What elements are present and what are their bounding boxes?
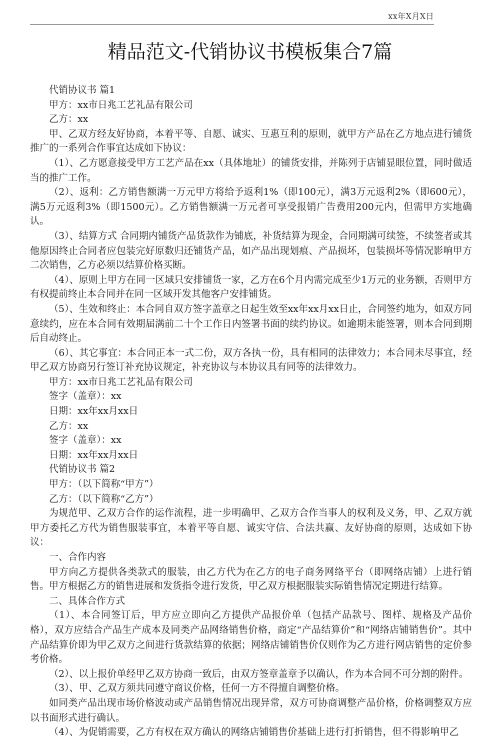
- document-paragraph: 甲方：xx市日兆工艺礼品有限公司: [49, 99, 193, 111]
- document-body: [30, 84, 472, 741]
- document-paragraph: （4）、为促销需要，乙方有权在双方确认的网络店铺销售价基础上进行打折销售，但不得影响甲乙: [49, 727, 459, 739]
- header-date: xx年X月X日: [388, 12, 434, 21]
- document-paragraph: 日期：xx年xx月xx日: [49, 406, 139, 418]
- document-paragraph: （2）、以上报价单经甲乙双方协商一致后，由双方签章盖章予以确认，作为本合同不可分割的附件。: [49, 668, 469, 680]
- document-title: 精品范文-代销协议书模板集合7篇: [107, 41, 393, 63]
- document-paragraph: 为规范甲、乙双方合作的运作流程，进一步明确甲、乙双方合作当事人的权利及义务，甲、乙双方就甲方委托乙方代为销售服装事宜，本着平等自愿、诚实守信、合法共赢、友好协商的原则，达成如下协议：: [30, 508, 472, 549]
- document-paragraph: 一、合作内容: [49, 552, 107, 563]
- document-paragraph: 二、具体合作方式: [49, 595, 126, 607]
- document-paragraph: 代销协议书 篇1: [49, 85, 116, 96]
- document-paragraph: （6）、其它事宜：本合同正本一式二份，双方各执一份，具有相同的法律效力；本合同未尽事宜，经甲乙双方协商另行签订补充协议规定，补充协议与本协议具有同等的法律效力。: [30, 347, 472, 374]
- document-paragraph: 代销协议书 篇2: [49, 464, 116, 476]
- header-divider: [30, 24, 434, 25]
- document-paragraph: （1）、乙方愿意接受甲方工艺产品在xx（具体地址）的铺货安排，并陈列于店铺显眼位置，同时做适当的推广工作。: [30, 157, 472, 184]
- document-paragraph: 甲、乙双方经友好协商，本着平等、自愿、诚实、互惠互利的原则，就甲方产品在乙方地点进行铺货推广的一系列合作事宜达成如下协议：: [30, 128, 472, 155]
- document-paragraph: （3）、甲、乙双方须共同遵守商议价格，任何一方不得擅自调整价格。: [49, 683, 345, 695]
- document-paragraph: （4）、原则上甲方在同一区域只安排铺货一家，乙方在6个月内需完成至少1万元的业务额，否则甲方有权提前终止本合同并在同一区域开发其他客户安排铺货。: [30, 274, 472, 301]
- document-paragraph: 乙方：xx: [49, 114, 89, 126]
- document-paragraph: 乙方：（以下简称“乙方”）: [49, 493, 159, 505]
- document-paragraph: （1）、本合同签订后，甲方应立即向乙方提供产品报价单（包括产品款号、图样、规格及产品价格），双方应结合产品生产成本及同类产品网络销售价格，商定“产品结算价”和“网络店铺销售价”。其中产品结算价即为甲乙双方之间进行货款结算的依据；网络店铺销售价仅则作为乙方进行网店销售的定价参考价格。: [30, 610, 472, 666]
- document-paragraph: 如同类产品出现市场价格波动或产品销售情况出现异常，双方可协商调整产品价格，价格调整双方应以书面形式进行确认。: [30, 697, 472, 724]
- document-paragraph: 甲方：（以下简称“甲方”）: [49, 479, 159, 491]
- document-paragraph: 签字（盖章）：xx: [49, 391, 122, 403]
- document-paragraph: 甲方：xx市日兆工艺礼品有限公司: [49, 376, 193, 388]
- document-paragraph: 签字（盖章）：xx: [49, 435, 122, 447]
- document-paragraph: 日期：xx年xx月xx日: [49, 449, 139, 461]
- document-paragraph: 乙方：xx: [49, 420, 89, 432]
- document-paragraph: 甲方向乙方提供各类款式的服装，由乙方代为在乙方的电子商务网络平台（即网络店铺）上进行销售。甲方根据乙方的销售进展和发货指令进行发货，甲乙双方根据服装实际销售情况定期进行结算。: [30, 566, 472, 593]
- document-paragraph: （2）、返利：乙方销售额满一万元甲方将给予返利1%（即100元），满3万元返利2%（即600元），满5万元返利3%（即1500元）。乙方销售额满一万元者可享受报销广告费用200元内，但需甲方实地确认。: [30, 187, 472, 228]
- document-paragraph: （3）、结算方式 合同期内铺货产品货款作为铺底，补货结算为现金，合同期满可续签，不续签者或其他原因终止合同者应包装完好原数归还铺货产品，如产品出现划痕、产品损坏，包装损坏等情况影响甲方二次销售，乙方必须以结算价格买断。: [30, 230, 472, 272]
- document-paragraph: （5）、生效和终止：本合同自双方签字盖章之日起生效至xx年xx月xx日止，合同签约地为，如双方同意续约，应在本合同有效期届满前二十个工作日内签署书面的续约协议。如逾期未能签署，则本合同到期后自动终止。: [30, 303, 472, 345]
